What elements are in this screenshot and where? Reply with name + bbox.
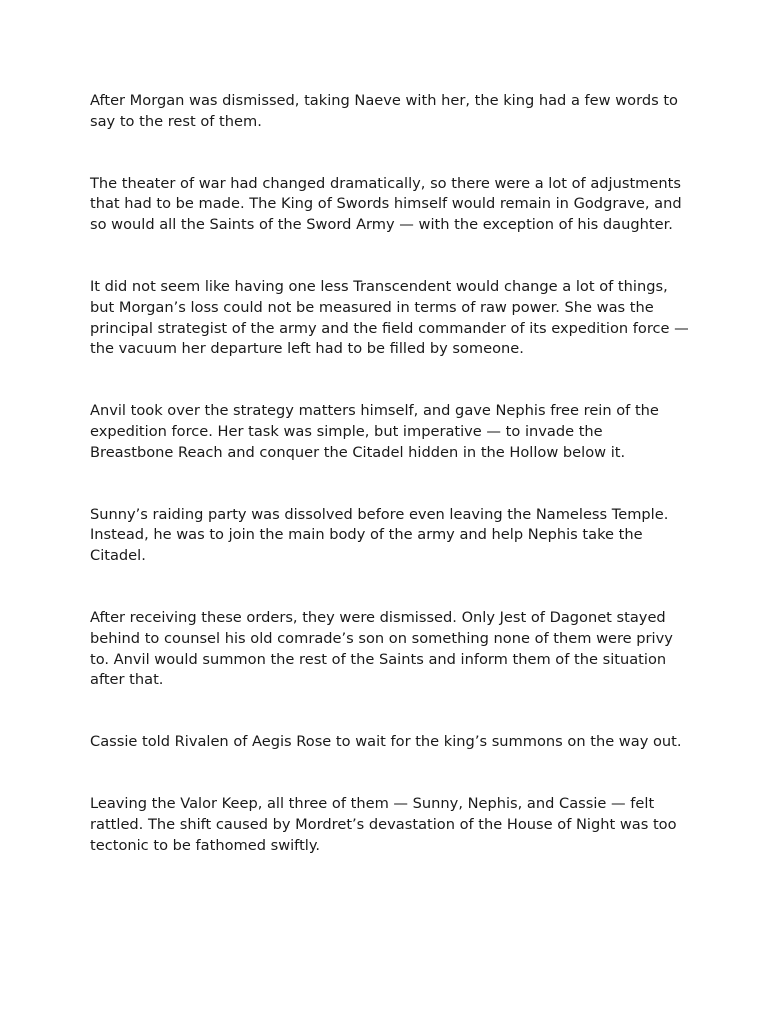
paragraph-5: Sunny’s raiding party was dissolved before even leaving the Nameless Temple. Instead, he was to join the main body of the army and help Nephis take the Citadel. — [90, 505, 669, 565]
paragraph-2: The theater of war had changed dramatically, so there were a lot of adjustments that had to be made. The King of Swords himself would remain in Godgrave, and so would all the Saints of the Sword Army — with the exception of his daughter. — [90, 174, 682, 234]
document-body — [90, 91, 690, 897]
paragraph-3: It did not seem like having one less Transcendent would change a lot of things, but Morgan’s loss could not be measured in terms of raw power. She was the principal strategist of the army and the field commander of its expedition force — the vacuum her departure left had to be filled by someone. — [90, 277, 689, 358]
paragraph-4: Anvil took over the strategy matters himself, and gave Nephis free rein of the expedition force. Her task was simple, but imperative — to invade the Breastbone Reach and conquer the Citadel hidden in the Hollow below it. — [90, 402, 659, 461]
paragraph-7: Cassie told Rivalen of Aegis Rose to wait for the king’s summons on the way out. — [90, 733, 682, 751]
paragraph-1: After Morgan was dismissed, taking Naeve with her, the king had a few words to say to the rest of them. — [90, 92, 678, 130]
paragraph-8: Leaving the Valor Keep, all three of them — Sunny, Nephis, and Cassie — felt rattled. The shift caused by Mordret’s devastation of the House of Night was too tectonic to be fathomed swiftly. — [90, 794, 677, 854]
paragraph-6: After receiving these orders, they were dismissed. Only Jest of Dagonet stayed behind to counsel his old comrade’s son on something none of them were privy to. Anvil would summon the rest of the Saints and inform them of the situation after that. — [90, 608, 673, 689]
